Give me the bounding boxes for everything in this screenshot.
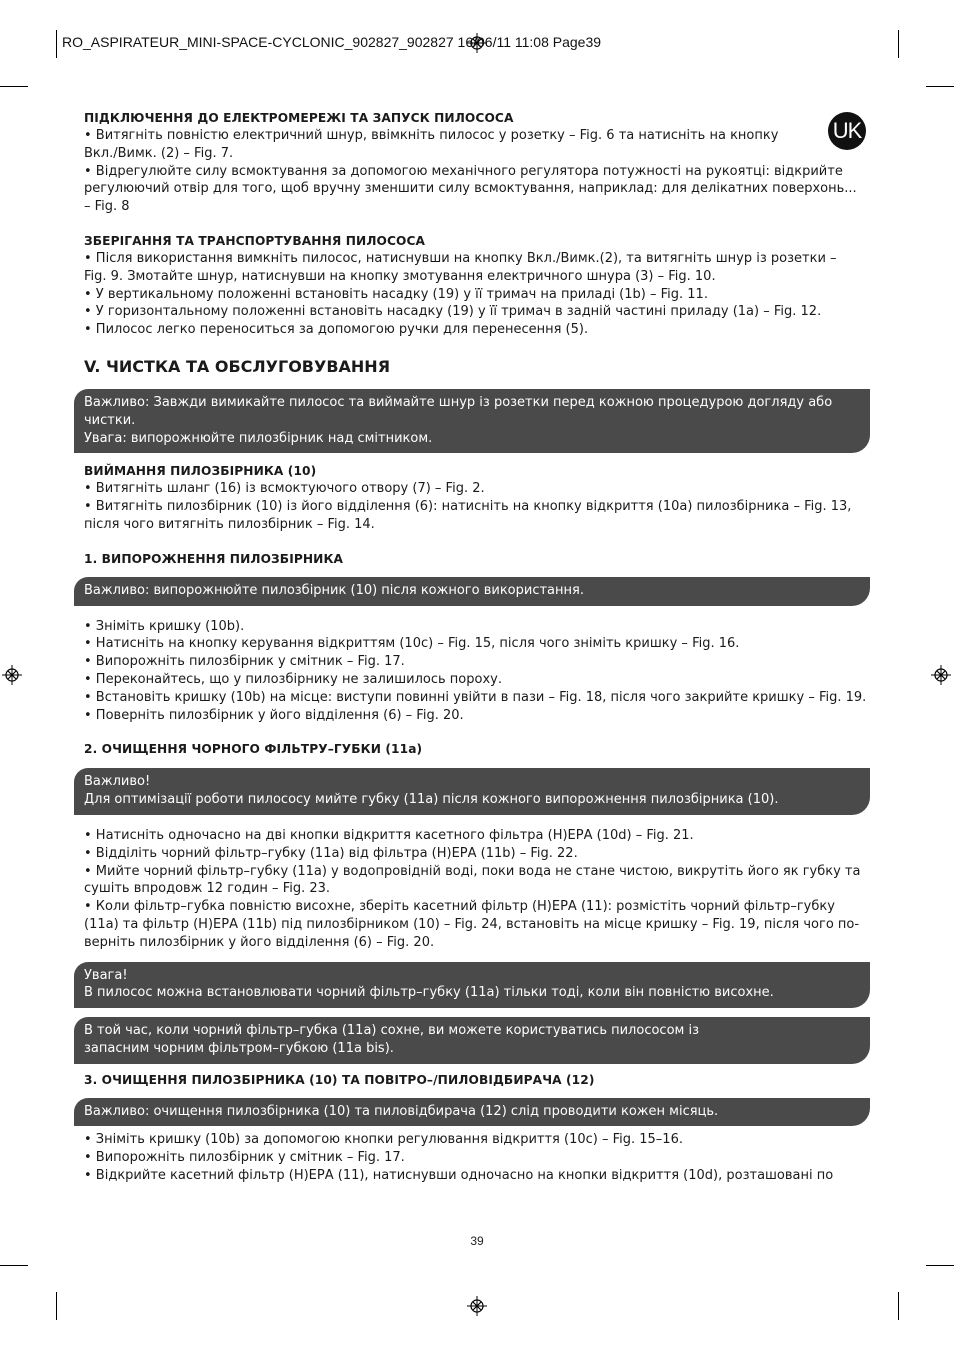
paragraph-line: • Витягніть шланг (16) із всмоктуючого отвору (7) – Fig. 2. [84,481,485,497]
paragraph-line: • Зніміть кришку (10b). [84,618,245,634]
notice-line: Важливо: Завжди вимикайте пилосос та виймайте шнур із розетки перед кожною процедурою догляду або [84,394,833,410]
notice-box-dust [74,1098,870,1127]
paragraph-line: • Переконайтесь, що у пилозбірнику не залишилось пороху. [84,671,502,687]
notice-line: Увага! [84,967,128,983]
crop-mark [56,30,57,58]
section-heading-dust: 3. ОЧИЩЕННЯ ПИЛОЗБІРНИКА (10) ТА ПОВІТРО–/ПИЛОВІДБИРАЧА (12) [84,1072,595,1087]
notice-line: запасним чорним фільтром–губкою (11a bis). [84,1040,394,1056]
paragraph-line: • Натисніть одночасно на дві кнопки відкриття касетного фільтра (Н)ЕРА (10d) – Fig. 21. [84,827,694,843]
paragraph-line: після чого витягніть пилозбірник – Fig. 14. [84,516,375,532]
main-content [84,110,870,1185]
notice-line: чистки. [84,412,136,428]
section-heading-filter: 2. ОЧИЩЕННЯ ЧОРНОГО ФІЛЬТРУ–ГУБКИ (11a) [84,742,423,757]
notice-box-empty [74,577,870,606]
section-heading-remove: ВИЙМАННЯ ПИЛОЗБІРНИКА (10) [84,464,317,479]
notice-box-filter [74,768,870,815]
notice-box-important [74,389,870,453]
paragraph-line: • Витягніть повністю електричний шнур, ввімкніть пилосос у розетку – Fig. 6 та натисніть на кнопку [84,128,779,143]
crop-mark [926,1265,954,1266]
registration-mark-icon [931,665,951,685]
notice-line: В пилосос можна встановлювати чорний фільтр–губку (11a) тільки тоді, коли він повністю висохне. [84,985,774,1001]
paragraph-line: • Відкрийте касетний фільтр (Н)ЕРА (11), натиснувши одночасно на кнопки відкриття (10d), розташовані по [84,1168,834,1184]
language-badge: UK [828,112,866,150]
paragraph-line: • Натисніть на кнопку керування відкриттям (10c) – Fig. 15, після чого зніміть кришку – Fig. 16. [84,636,740,652]
paragraph-line: • Відрегулюйте силу всмоктування за допомогою механічного регулятора потужності на рукоятці: відкрийте [84,163,843,179]
notice-line: Важливо: очищення пилозбірника (10) та пиловідбирача (12) слід проводити кожен місяць. [84,1103,719,1119]
section-heading-storage: ЗБЕРІГАННЯ ТА ТРАНСПОРТУВАННЯ ПИЛОСОСА [84,233,426,248]
notice-line: Важливо! [84,774,151,790]
warning-box-filter [74,962,870,1009]
crop-mark [56,1292,57,1320]
paragraph-line: • Випорожніть пилозбірник у смітник – Fig. 17. [84,1150,405,1166]
paragraph-line: – Fig. 8 [84,199,130,215]
paragraph-line: • У горизонтальному положенні встановіть насадку (19) у її тримач в задній частині приладу (1a) – Fig. 12. [84,304,822,320]
section-heading-connect: ПІДКЛЮЧЕННЯ ДО ЕЛЕКТРОМЕРЕЖІ ТА ЗАПУСК ПИЛОСОСА [84,111,514,125]
paragraph-line: Вкл./Вимк. (2) – Fig. 7. [84,145,234,161]
info-box-filter [74,1017,870,1064]
paragraph-line: • Пилосос легко переноситься за допомогою ручки для перенесення (5). [84,322,589,338]
crop-mark [926,86,954,87]
paragraph-line: • Відділіть чорний фільтр–губку (11a) від фільтра (Н)ЕРА (11b) – Fig. 22. [84,845,578,861]
paragraph-line: • Коли фільтр–губка повністю висохне, зберіть касетний фільтр (Н)ЕРА (11): розмістіть чорний фільтр–губку [84,899,835,915]
paragraph-line: • Випорожніть пилозбірник у смітник – Fig. 17. [84,654,405,670]
paragraph-line: • Зніміть кришку (10b) за допомогою кнопки регулювання відкриття (10c) – Fig. 15–16. [84,1132,683,1148]
notice-line: Для оптимізації роботи пилососу мийте губку (11a) після кожного випорожнення пилозбірника (10). [84,792,779,808]
registration-mark-icon [467,1296,487,1316]
crop-mark [898,30,899,58]
paragraph-line: • Встановіть кришку (10b) на місце: виступи повинні увійти в пази – Fig. 18, після чого закрийте кришку – Fig. 19. [84,689,867,705]
crop-mark [0,86,28,87]
crop-mark [898,1292,899,1320]
paragraph-line: верніть пилозбірник у його відділення (6) – Fig. 20. [84,934,435,950]
notice-line: Важливо: випорожнюйте пилозбірник (10) після кожного використання. [84,582,584,598]
paragraph-line: сушіть впродовж 12 годин – Fig. 23. [84,881,331,897]
paragraph-line: Fig. 9. Змотайте шнур, натиснувши на кнопку змотування електричного шнура (3) – Fig. 10. [84,268,716,284]
paragraph-line: (11a) та фільтр (Н)ЕРА (11b) під пилозбірником (10) – Fig. 24, встановіть на місце кришку – Fig. 19, після чого по- [84,916,860,932]
chapter-heading-cleaning: V. ЧИСТКА ТА ОБСЛУГОВУВАННЯ [84,356,391,376]
paragraph-line: • У вертикальному положенні встановіть насадку (19) у її тримач на приладі (1b) – Fig. 11. [84,286,708,302]
print-header: RO_ASPIRATEUR_MINI-SPACE-CYCLONIC_902827_902827 16/06/11 11:08 Page39 [62,34,602,50]
page-number: 39 [470,1234,484,1248]
notice-line: Увага: випорожнюйте пилозбірник над смітником. [84,430,433,446]
paragraph-line: • Мийте чорний фільтр–губку (11a) у водопровідній воді, поки вода не стане чистою, викрутіть його як губку та [84,863,861,879]
registration-mark-icon [2,665,22,685]
crop-mark [0,1265,28,1266]
section-heading-empty: 1. ВИПОРОЖНЕННЯ ПИЛОЗБІРНИКА [84,551,344,566]
notice-line: В той час, коли чорний фільтр–губка (11a) сохне, ви можете користуватись пилососом із [84,1023,699,1039]
paragraph-line: • Витягніть пилозбірник (10) із його відділення (6): натисніть на кнопку відкриття (10a) пилозбірника – Fig. 13, [84,499,852,515]
paragraph-line: регулюючий отвір для того, щоб вручну зменшити силу всмоктування, наприклад: для делікатних поверхонь... [84,181,857,197]
paragraph-line: • Після використання вимкніть пилосос, натиснувши на кнопку Вкл./Вимк.(2), та витягніть шнур із розетки – [84,250,837,266]
paragraph-line: • Поверніть пилозбірник у його відділення (6) – Fig. 20. [84,707,464,723]
